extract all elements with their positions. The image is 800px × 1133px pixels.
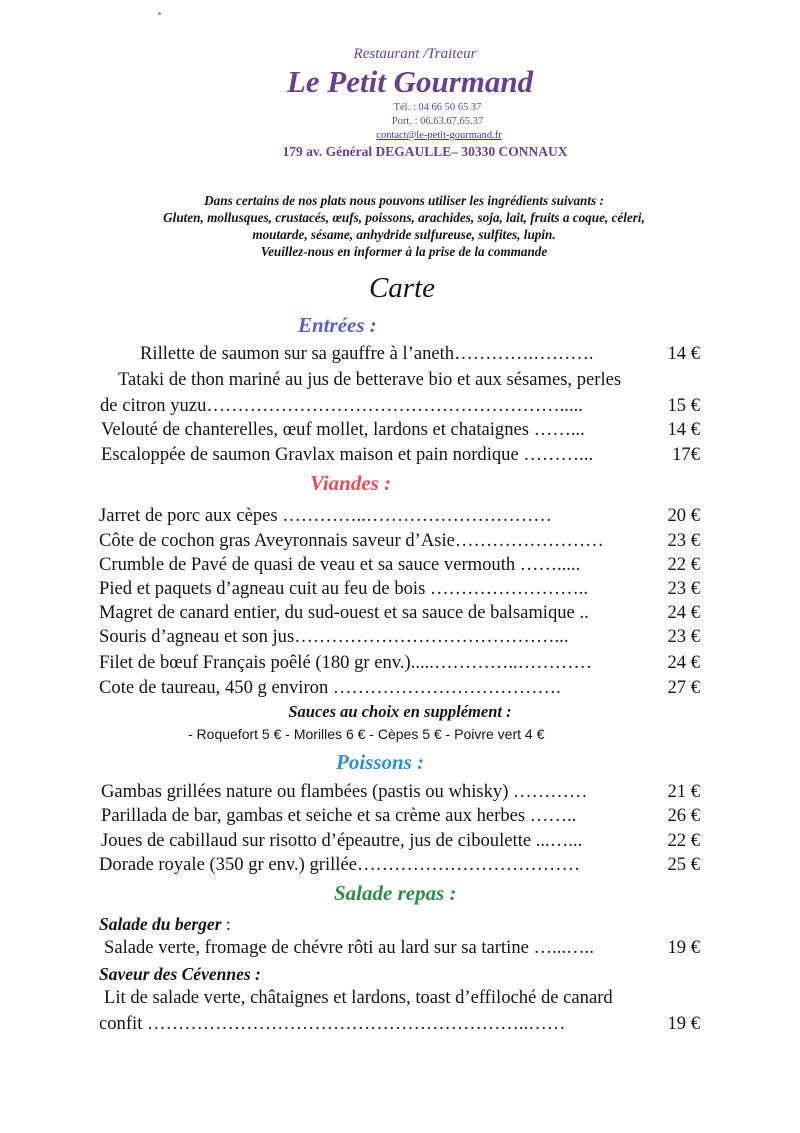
item-price: 21 € <box>667 781 700 802</box>
menu-item: Velouté de chanterelles, œuf mollet, lardons et chataignes ……... 14 € <box>101 419 700 440</box>
item-price: 20 € <box>667 505 700 526</box>
item-price: 22 € <box>667 554 700 575</box>
menu-item: Parillada de bar, gambas et seiche et sa crème aux herbes …….. 26 € <box>101 805 700 826</box>
menu-item: Jarret de porc aux cèpes …………..………………………… 20 € <box>99 505 700 526</box>
menu-item: Filet de bœuf Français poêlé (180 gr env.).....…………..………… 24 € <box>99 652 700 673</box>
email-link[interactable]: contact@le-petit-gourmand.fr <box>376 130 502 141</box>
sauces-title: Sauces au choix en supplément : <box>288 702 512 721</box>
menu-item: Cote de taureau, 450 g environ ………………………………. 27 € <box>99 677 700 698</box>
item-price: 23 € <box>667 626 700 647</box>
item-price: 23 € <box>667 530 700 551</box>
allergen-line: Gluten, mollusques, crustacés, œufs, poissons, arachides, soja, lait, fruits a coque, céleri, <box>163 210 645 225</box>
allergen-notice <box>0 192 800 260</box>
item-price: 24 € <box>667 652 700 673</box>
allergen-line: Veuillez-nous en informer à la prise de la commande <box>260 244 548 259</box>
allergen-line: moutarde, sésame, anhydride sulfureuse, sulfites, lupin. <box>252 227 556 242</box>
item-price: 25 € <box>667 854 700 875</box>
menu-item: Souris d’agneau et son jus……………………………………... 23 € <box>99 626 700 647</box>
menu-item: Côte de cochon gras Aveyronnais saveur d’Asie…………………… 23 € <box>99 530 700 551</box>
allergen-line: Dans certains de nos plats nous pouvons utiliser les ingrédients suivants : <box>204 193 604 208</box>
mobile-number: Port. : 06.63.67.65.37 <box>391 116 484 127</box>
menu-item: confit ……………………………………………………..…… 19 € <box>99 1013 700 1034</box>
restaurant-header <box>0 46 800 161</box>
item-price: 14 € <box>667 419 700 440</box>
menu-item: Rillette de saumon sur sa gauffre à l’aneth………….………. 14 € <box>140 343 700 364</box>
address: 179 av. Général DEGAULLE– 30330 CONNAUX <box>282 144 568 159</box>
item-price: 19 € <box>667 937 700 958</box>
menu-item: Joues de cabillaud sur risotto d’épeautre, jus de ciboulette ...…... 22 € <box>101 830 700 851</box>
menu-item: Tataki de thon mariné au jus de betterave bio et aux sésames, perles <box>118 369 622 390</box>
item-price: 14 € <box>667 343 700 364</box>
carte-title: Carte <box>368 272 436 304</box>
item-price: 15 € <box>667 395 700 416</box>
section-title-salade: Salade repas : <box>334 881 457 905</box>
menu-item: Pied et paquets d’agneau cuit au feu de bois …………………….. 23 € <box>99 578 700 599</box>
menu-item: Dorade royale (350 gr env.) grillée……………………………… 25 € <box>99 854 700 875</box>
item-price: 27 € <box>667 677 700 698</box>
menu-item: Crumble de Pavé de quasi de veau et sa sauce vermouth ……..... 22 € <box>99 554 700 575</box>
item-price: 22 € <box>667 830 700 851</box>
scan-dot <box>158 12 161 15</box>
item-price: 17€ <box>672 444 700 465</box>
restaurant-subtitle: Restaurant /Traiteur <box>353 46 477 62</box>
section-title-poissons: Poissons : <box>336 750 425 774</box>
salade-berger-title: Salade du berger : <box>99 914 231 934</box>
item-price: 23 € <box>667 578 700 599</box>
sauces-list: - Roquefort 5 € - Morilles 6 € - Cèpes 5 € - Poivre vert 4 € <box>188 726 545 742</box>
section-title-entrees: Entrées : <box>298 313 377 337</box>
menu-item: Escaloppée de saumon Gravlax maison et pain nordique ………... 17€ <box>101 444 700 465</box>
menu-item: Gambas grillées nature ou flambées (pastis ou whisky) ………… 21 € <box>101 781 700 802</box>
menu-item: Lit de salade verte, châtaignes et lardons, toast d’effiloché de canard <box>104 987 613 1008</box>
item-price: 24 € <box>667 602 700 623</box>
salade-cevennes-title: Saveur des Cévennes : <box>99 964 261 984</box>
item-price: 26 € <box>667 805 700 826</box>
restaurant-title: Le Petit Gourmand <box>286 64 534 99</box>
section-title-viandes: Viandes : <box>310 471 392 495</box>
phone-number: Tél. : 04 66 50 65 37 <box>393 102 482 113</box>
menu-item: de citron yuzu…………………………………………………..... 15 € <box>100 395 700 416</box>
menu-item: Salade verte, fromage de chévre rôti au lard sur sa tartine …...….. 19 € <box>104 937 700 958</box>
menu-item: Magret de canard entier, du sud-ouest et sa sauce de balsamique .. 24 € <box>99 602 700 623</box>
item-price: 19 € <box>667 1013 700 1034</box>
